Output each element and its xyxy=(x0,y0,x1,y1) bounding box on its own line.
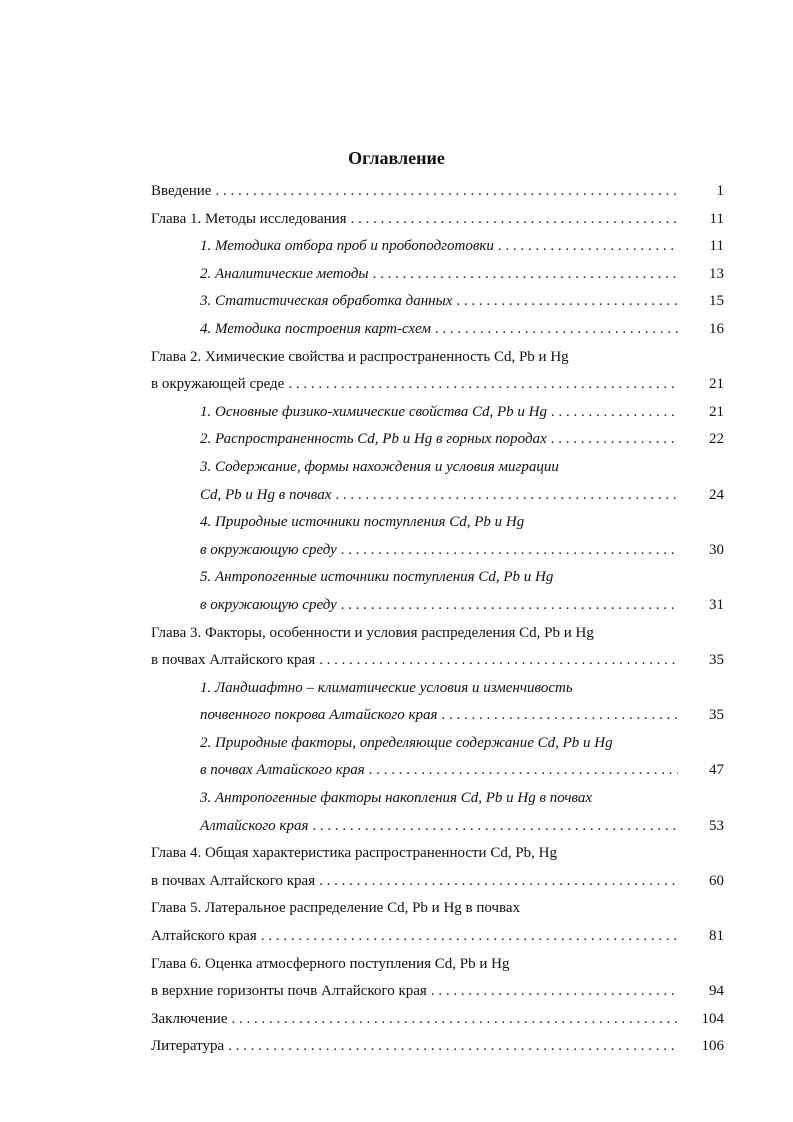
toc-entry-text: 2. Распространенность Cd, Pb и Hg в горных породах xyxy=(200,431,547,448)
dot-leader xyxy=(319,868,678,896)
toc-entry xyxy=(151,978,724,1006)
toc-page-number: 35 xyxy=(709,707,724,724)
toc-page-number: 11 xyxy=(709,210,724,227)
toc-entry-text: 2. Природные факторы, определяющие содержание Cd, Pb и Hg xyxy=(200,734,613,751)
toc-entry-text: Введение xyxy=(151,183,212,199)
toc-entry xyxy=(151,178,724,206)
dot-leader xyxy=(319,647,678,675)
toc-entry-text: Заключение xyxy=(151,1010,228,1027)
dot-leader xyxy=(551,399,678,427)
toc-entry xyxy=(151,675,724,703)
toc-page-number: 47 xyxy=(709,762,724,779)
toc-entry-text: Алтайского края xyxy=(151,928,257,945)
dot-leader xyxy=(335,482,678,510)
toc-entry-text: 1. Ландшафтно – климатические условия и изменчивость xyxy=(200,679,573,696)
toc-entry xyxy=(151,592,724,620)
toc-entry-text: Глава 6. Оценка атмосферного поступления Cd, Pb и Hg xyxy=(151,955,510,972)
toc-entry-text: 3. Содержание, формы нахождения и условия миграции xyxy=(200,458,559,475)
toc-page-number: 1 xyxy=(716,183,724,199)
toc-entry xyxy=(151,482,724,510)
toc-page-number: 22 xyxy=(709,431,724,448)
toc-entry xyxy=(151,537,724,565)
dot-leader xyxy=(351,206,678,234)
toc-entry-text: почвенного покрова Алтайского края xyxy=(200,707,438,724)
dot-leader xyxy=(261,923,678,951)
toc-entry-text: Глава 5. Латеральное распределение Cd, Pb и Hg в почвах xyxy=(151,900,521,917)
toc-entry xyxy=(151,813,724,841)
toc-entry xyxy=(151,564,724,592)
toc-entry-text: в почвах Алтайского края xyxy=(151,872,316,889)
toc-entry-text: 3. Антропогенные факторы накопления Cd, Pb и Hg в почвах xyxy=(200,790,593,807)
dot-leader xyxy=(435,316,678,344)
toc-page-number: 21 xyxy=(709,376,724,393)
toc-entry xyxy=(151,923,724,951)
toc-entry xyxy=(151,233,724,261)
toc-entry xyxy=(151,1006,724,1034)
dot-leader xyxy=(551,426,678,454)
toc-entry-text: 3. Статистическая обработка данных xyxy=(200,293,453,310)
toc-entry xyxy=(151,895,724,923)
table-of-contents xyxy=(151,178,724,1061)
toc-entry xyxy=(151,316,724,344)
toc-entry xyxy=(151,840,724,868)
toc-entry xyxy=(151,206,724,234)
toc-entry-text: Глава 1. Методы исследования xyxy=(151,210,347,227)
toc-entry-text: в окружающей среде xyxy=(151,376,285,393)
toc-entry xyxy=(151,1033,724,1061)
toc-entry xyxy=(151,426,724,454)
toc-entry-text: Cd, Pb и Hg в почвах xyxy=(200,486,332,503)
dot-leader xyxy=(232,1006,679,1034)
toc-entry xyxy=(151,702,724,730)
toc-entry xyxy=(151,647,724,675)
page-title: Оглавление xyxy=(348,148,445,168)
dot-leader xyxy=(369,757,678,785)
toc-entry-text: в верхние горизонты почв Алтайского края xyxy=(151,983,427,1000)
toc-entry-text: в окружающую среду xyxy=(200,596,337,613)
dot-leader xyxy=(373,261,678,289)
toc-entry xyxy=(151,620,724,648)
dot-leader xyxy=(341,537,678,565)
toc-entry xyxy=(151,399,724,427)
dot-leader xyxy=(288,371,678,399)
toc-page-number: 11 xyxy=(709,238,724,255)
dot-leader xyxy=(431,978,678,1006)
toc-entry xyxy=(151,868,724,896)
toc-page-number: 24 xyxy=(709,486,724,503)
toc-entry xyxy=(151,261,724,289)
toc-entry xyxy=(151,951,724,979)
dot-leader xyxy=(442,702,678,730)
dot-leader xyxy=(215,178,678,206)
toc-page-number: 104 xyxy=(701,1010,724,1027)
toc-page-number: 106 xyxy=(701,1038,724,1055)
toc-page-number: 53 xyxy=(709,817,724,834)
toc-entry-text: Литература xyxy=(151,1038,225,1055)
toc-entry-text: Алтайского края xyxy=(200,817,309,834)
toc-page-number: 35 xyxy=(709,652,724,669)
toc-entry xyxy=(151,509,724,537)
toc-page-number: 30 xyxy=(709,541,724,558)
toc-page-number: 60 xyxy=(709,872,724,889)
toc-entry-text: Глава 2. Химические свойства и распространенность Cd, Pb и Hg xyxy=(151,348,569,365)
toc-entry-text: 5. Антропогенные источники поступления Cd, Pb и Hg xyxy=(200,569,554,586)
toc-entry-text: 4. Природные источники поступления Cd, Pb и Hg xyxy=(200,514,525,531)
toc-entry xyxy=(151,288,724,316)
toc-page-number: 21 xyxy=(709,403,724,420)
toc-entry-text: в почвах Алтайского края xyxy=(151,652,316,669)
dot-leader xyxy=(341,592,678,620)
toc-entry-text: 1. Методика отбора проб и пробоподготовки xyxy=(200,238,494,255)
toc-entry xyxy=(151,344,724,372)
toc-entry-text: в окружающую среду xyxy=(200,541,337,558)
dot-leader xyxy=(456,288,678,316)
toc-entry xyxy=(151,454,724,482)
toc-page-number: 16 xyxy=(709,320,724,337)
toc-page-number: 94 xyxy=(709,983,724,1000)
toc-page-number: 15 xyxy=(709,293,724,310)
toc-entry-text: Глава 4. Общая характеристика распространенности Cd, Pb, Hg xyxy=(151,845,558,862)
toc-entry-text: Глава 3. Факторы, особенности и условия распределения Cd, Pb и Hg xyxy=(151,624,594,641)
toc-entry-text: в почвах Алтайского края xyxy=(200,762,365,779)
toc-entry xyxy=(151,757,724,785)
toc-entry-text: 2. Аналитические методы xyxy=(200,265,369,282)
dot-leader xyxy=(228,1033,678,1061)
toc-entry-text: 4. Методика построения карт-схем xyxy=(200,320,431,337)
dot-leader xyxy=(312,813,678,841)
dot-leader xyxy=(498,233,678,261)
toc-page-number: 81 xyxy=(709,928,724,945)
toc-entry xyxy=(151,730,724,758)
toc-entry-text: 1. Основные физико-химические свойства Cd, Pb и Hg xyxy=(200,403,547,420)
toc-entry xyxy=(151,371,724,399)
toc-page-number: 13 xyxy=(709,265,724,282)
toc-page-number: 31 xyxy=(709,596,724,613)
toc-entry xyxy=(151,785,724,813)
